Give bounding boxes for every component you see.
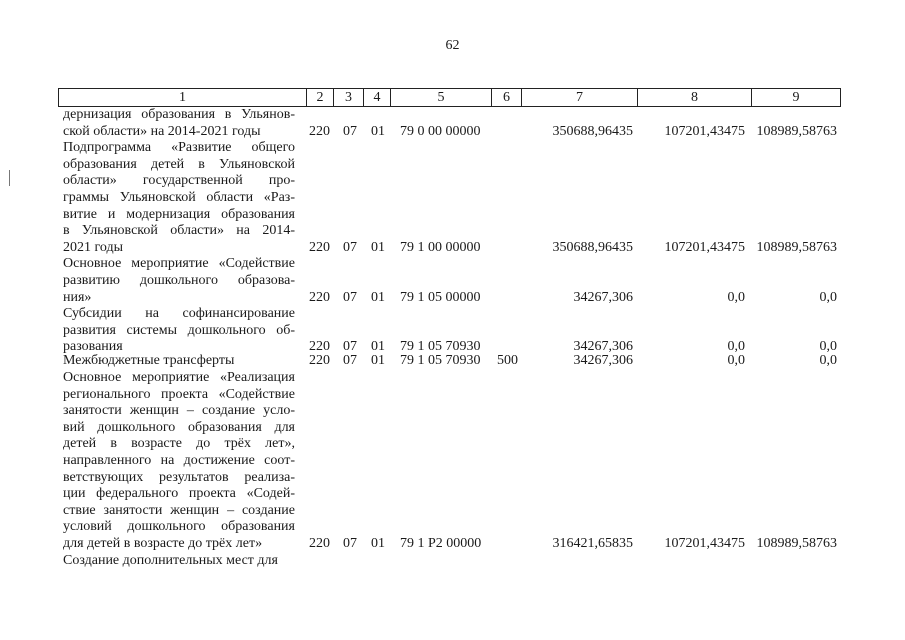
description-line: направленного на достижение соот- (63, 452, 295, 468)
cell-c5: 79 1 05 00000 (400, 289, 481, 305)
cell-c4: 01 (371, 289, 385, 305)
cell-c8: 107201,43475 (664, 239, 745, 255)
column-header-3: 3 (334, 89, 364, 107)
cell-c8: 0,0 (727, 339, 745, 355)
row-description (63, 140, 295, 256)
cell-c7: 34267,306 (573, 289, 633, 305)
cell-c2: 220 (309, 536, 330, 551)
column-header-8: 8 (638, 89, 752, 107)
cell-c8: 0,0 (727, 289, 745, 305)
cell-c9: 108989,58763 (756, 536, 837, 551)
description-line: Субсидии на софинансирование (63, 306, 295, 322)
row-description (63, 107, 295, 140)
description-line: 2021 годы (63, 239, 124, 255)
description-line: в Ульяновской области» на 2014- (63, 223, 295, 239)
cell-c7: 350688,96435 (552, 123, 633, 139)
row-description (63, 370, 295, 553)
description-line: области» государственной про- (63, 173, 295, 189)
description-line: Межбюджетные трансферты (63, 353, 235, 369)
description-line: разования (63, 339, 123, 355)
row-description (63, 353, 295, 370)
description-line: занятости женщин – создание усло- (63, 403, 295, 419)
cell-c5: 79 1 05 70930 (400, 339, 481, 355)
cell-c7: 34267,306 (573, 353, 633, 369)
description-line: Создание дополнительных мест для (63, 552, 278, 568)
cell-c6: 500 (497, 353, 518, 369)
description-line: образования детей в Ульяновской (63, 156, 295, 172)
description-line: детей в возрасте до трёх лет», (63, 436, 295, 452)
cell-c2: 220 (309, 239, 330, 255)
cell-c8: 107201,43475 (664, 123, 745, 139)
cell-c5: 79 1 P2 00000 (400, 536, 482, 551)
cell-c9: 0,0 (819, 289, 837, 305)
cell-c7: 350688,96435 (552, 239, 633, 255)
description-line: дернизация образования в Ульянов- (63, 107, 295, 122)
description-line: вий дошкольного образования для (63, 419, 295, 435)
cell-c4: 01 (371, 123, 385, 139)
description-line: ции федерального проекта «Содей- (63, 486, 295, 502)
description-line: регионального проекта «Содействие (63, 386, 295, 402)
scan-mark (9, 170, 10, 186)
cell-c5: 79 1 00 00000 (400, 239, 481, 255)
cell-c2: 220 (309, 123, 330, 139)
column-header-table (58, 88, 841, 107)
row-description (63, 306, 295, 356)
cell-c2: 220 (309, 289, 330, 305)
row-description (63, 553, 295, 570)
cell-c7: 316421,65835 (552, 536, 633, 551)
cell-c3: 07 (343, 536, 357, 551)
cell-c5: 79 1 05 70930 (400, 353, 481, 369)
description-line: ветствующих результатов реализа- (63, 469, 295, 485)
cell-c3: 07 (343, 339, 357, 355)
cell-c2: 220 (309, 353, 330, 369)
column-header-2: 2 (307, 89, 334, 107)
cell-c2: 220 (309, 339, 330, 355)
column-header-6: 6 (492, 89, 522, 107)
column-header-7: 7 (522, 89, 638, 107)
cell-c3: 07 (343, 123, 357, 139)
column-header-row (59, 89, 841, 107)
cell-c4: 01 (371, 339, 385, 355)
description-line: ской области» на 2014-2021 годы (63, 123, 261, 139)
description-line: граммы Ульяновской области «Раз- (63, 189, 295, 205)
description-line: витие и модернизация образования (63, 206, 295, 222)
cell-c7: 34267,306 (573, 339, 633, 355)
description-line: Основное мероприятие «Реализация (63, 370, 295, 385)
row-description (63, 256, 295, 306)
description-line: ствие занятости женщин – создание (63, 502, 295, 518)
column-header-9: 9 (752, 89, 841, 107)
cell-c9: 0,0 (819, 353, 837, 369)
description-line: развития системы дошкольного об- (63, 322, 295, 338)
description-line: Подпрограмма «Развитие общего (63, 140, 295, 156)
page-number: 62 (445, 38, 460, 53)
column-header-5: 5 (391, 89, 492, 107)
cell-c8: 107201,43475 (664, 536, 745, 551)
description-line: для детей в возрасте до трёх лет» (63, 535, 263, 551)
cell-c3: 07 (343, 353, 357, 369)
cell-c9: 108989,58763 (756, 123, 837, 139)
description-line: ния» (63, 289, 92, 305)
description-line: развитию дошкольного образова- (63, 272, 295, 288)
cell-c9: 108989,58763 (756, 239, 837, 255)
cell-c3: 07 (343, 239, 357, 255)
description-line: условий дошкольного образования (63, 519, 295, 535)
cell-c4: 01 (371, 353, 385, 369)
column-header-4: 4 (364, 89, 391, 107)
cell-c9: 0,0 (819, 339, 837, 355)
cell-c4: 01 (371, 239, 385, 255)
column-header-1: 1 (59, 89, 307, 107)
cell-c8: 0,0 (727, 353, 745, 369)
description-line: Основное мероприятие «Содействие (63, 256, 295, 272)
cell-c3: 07 (343, 289, 357, 305)
cell-c4: 01 (371, 536, 385, 551)
cell-c5: 79 0 00 00000 (400, 123, 481, 139)
